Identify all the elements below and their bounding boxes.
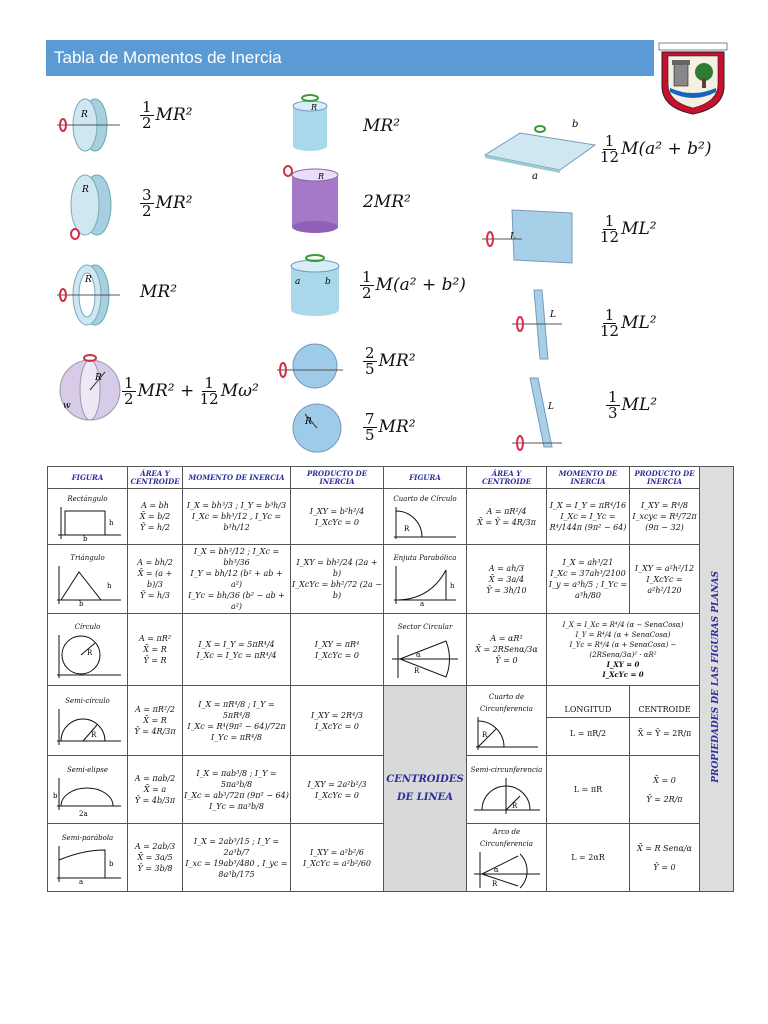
svg-text:a: a: [420, 600, 425, 606]
product-parabolic-spandrel: I_XY = a²h²/12 I_XcYc = a²h²/120: [630, 545, 700, 614]
area-semicircle: A = πR²/2 X̄ = R Ȳ = 4R/3π: [128, 686, 183, 756]
centroid-quarter-circumference: CENTROIDE X̄ = Ȳ = 2R/π: [630, 686, 700, 756]
figure-circular-sector: Sector Circular R α: [384, 614, 467, 686]
figure-semi-circumference: Semi-circunferencia R: [467, 756, 547, 824]
figure-quarter-circle: Cuarto de Círculo R: [384, 489, 467, 545]
svg-text:b: b: [82, 534, 87, 541]
header-figura: FIGURA: [48, 467, 128, 489]
product-semicircle: I_XY = 2R⁴/3 I_XcYc = 0: [291, 686, 384, 756]
inertia-parabolic-spandrel: I_X = ah³/21 I_Xc = 37ah³/2100 I_y = a³h/5 ; I_Yc = a³h/80: [547, 545, 630, 614]
side-title: PROPIEDADES DE LAS FIGURAS PLANAS: [700, 467, 734, 892]
header-inertia: MOMENTO DE INERCIA: [183, 467, 291, 489]
product-quarter-circle: I_XY = R⁴/8 I_xcyc = R⁴/72π (9π − 32): [630, 489, 700, 545]
svg-text:R: R: [85, 275, 92, 285]
formula-ring: MR²: [140, 282, 178, 302]
area-semi-ellipse: A = πab/2 X̄ = a Ȳ = 4b/3π: [128, 756, 183, 824]
area-circular-sector: A = αR² X̄ = 2RSenα/3α Ȳ = 0: [467, 614, 547, 686]
disk-thin-icon: [55, 95, 125, 155]
svg-text:R: R: [305, 417, 312, 427]
header-product-2: PRODUCTO DE INERCIA: [630, 467, 700, 489]
figure-circular-arc: Arco de Circunferencia R α: [467, 824, 547, 892]
svg-text:R: R: [90, 730, 96, 739]
formula-cylinder: MR²: [363, 116, 401, 136]
inertia-circular-sector: I_X = I_Xc = R⁴/4 (α − SenαCosα) I_Y = R⁴/4 (α + SenαCosα) I_Yc = R⁴/4 (α + SenαCosα) − (2RSenα/3α)² · αR² I_XY = 0 I_XcYc = 0: [547, 614, 700, 686]
svg-text:R: R: [491, 879, 497, 888]
svg-text:b: b: [78, 600, 83, 606]
svg-text:h: h: [108, 518, 114, 527]
svg-text:a: a: [295, 277, 301, 287]
svg-text:R: R: [81, 110, 88, 120]
svg-text:a: a: [78, 877, 83, 884]
svg-text:R: R: [95, 373, 102, 383]
inertia-rectangle: I_X = bh³/3 ; I_Y = b³h/3 I_Xc = bh³/12 , I_Yc = b³h/12: [183, 489, 291, 545]
area-semi-parabola: A = 2ab/3 X̄ = 3a/5 Ȳ = 3b/8: [128, 824, 183, 892]
product-triangle: I_XY = bh²/24 (2a + b) I_XcYc = bh²/72 (2a − b): [291, 545, 384, 614]
university-seal: [656, 40, 730, 116]
hollow-cylinder-icon: [280, 163, 350, 238]
svg-text:b: b: [108, 859, 113, 868]
svg-text:R: R: [82, 185, 89, 195]
svg-text:w: w: [63, 401, 71, 411]
figure-parabolic-spandrel: Enjuta Parabólica h a: [384, 545, 467, 614]
figure-semi-parabola: Semi-parábola b a: [48, 824, 128, 892]
product-semi-ellipse: I_XY = 2a²b²/3 I_XcYc = 0: [291, 756, 384, 824]
inertia-semicircle: I_X = πR⁴/8 ; I_Y = 5πR⁴/8 I_Xc = R⁴(9π² − 64)/72π I_Yc = πR⁴/8: [183, 686, 291, 756]
area-triangle: A = bh/2 X̄ = (a + b)/3 Ȳ = h/3: [128, 545, 183, 614]
figure-circle: Círculo R: [48, 614, 128, 686]
inertia-circle: I_X = I_Y = 5πR⁴/4 I_Xc = I_Yc = πR⁴/4: [183, 614, 291, 686]
product-circle: I_XY = πR⁴ I_XcYc = 0: [291, 614, 384, 686]
formula-sphere-shell: $\frac{1}{2}$ MR² + $\frac{1}{12}$ Mω²: [124, 374, 259, 408]
svg-text:h: h: [450, 582, 455, 590]
formula-thin-rod: $\frac{1}{12}$ ML²: [600, 306, 657, 340]
figure-rectangle: Rectángulo h b: [48, 489, 128, 545]
line-centroids-label: CENTROIDES DE LINEA: [384, 686, 467, 892]
product-rectangle: I_XY = b²h²/4 I_XcYc = 0: [291, 489, 384, 545]
formula-plate: $\frac{1}{12}$ M(a² + b²): [600, 132, 712, 166]
svg-text:R: R: [481, 730, 487, 739]
svg-text:R: R: [414, 666, 420, 675]
svg-text:R: R: [511, 801, 517, 810]
figure-semicircle: Semi-círculo R: [48, 686, 128, 756]
disk-thick-icon: [55, 170, 125, 240]
figure-semi-ellipse: Semi-elipse b 2a: [48, 756, 128, 824]
length-header: LONGITUD: [547, 703, 629, 718]
plane-figures-table: [47, 466, 734, 892]
header-area: ÁREA Y CENTROIDE: [128, 467, 183, 489]
area-parabolic-spandrel: A = ah/3 X̄ = 3a/4 Ȳ = 3h/10: [467, 545, 547, 614]
svg-text:L: L: [548, 402, 554, 412]
header-area-2: ÁREA Y CENTROIDE: [467, 467, 547, 489]
svg-text:b: b: [52, 791, 57, 800]
svg-text:α: α: [493, 865, 499, 874]
rod-center-axis-icon: [482, 205, 592, 267]
figure-triangle: Triángulo h b: [48, 545, 128, 614]
svg-text:α: α: [416, 650, 421, 659]
formula-annular-cylinder: $\frac{1}{2}$ M(a² + b²): [362, 268, 466, 302]
formula-shell-sphere: $\frac{7}{5}$ MR²: [365, 410, 416, 444]
page-title: Tabla de Momentos de Inercia: [46, 40, 654, 76]
svg-text:R: R: [311, 103, 318, 112]
svg-text:R: R: [86, 648, 92, 657]
product-semi-parabola: I_XY = a²b²/6 I_XcYc = a²b²/60: [291, 824, 384, 892]
centroid-circular-arc: X̄ = R Senα/α Ȳ = 0: [630, 824, 700, 892]
figure-quarter-circumference: Cuarto de Circunferencia R: [467, 686, 547, 756]
solid-sphere-icon: [275, 342, 345, 392]
length-quarter-circumference: LONGITUD L = πR/2: [547, 686, 630, 756]
centroid-semi-circumference: X̄ = 0 Ȳ = 2R/π: [630, 756, 700, 824]
rod-end-axis-icon: [512, 375, 572, 455]
ring-icon: [55, 260, 125, 330]
formula-rod-center: $\frac{1}{12}$ ML²: [600, 212, 657, 246]
thin-rod-center-icon: [512, 287, 572, 362]
sphere-shell-icon: [55, 350, 125, 425]
rectangular-plate-icon: [480, 115, 600, 180]
length-circular-arc: L = 2αR: [547, 824, 630, 892]
header-inertia-2: MOMENTO DE INERCIA: [547, 467, 630, 489]
svg-text:L: L: [550, 310, 556, 320]
formula-hollow-cylinder: 2MR²: [363, 192, 411, 212]
inertia-semi-ellipse: I_X = πab³/8 ; I_Y = 5πa³b/8 I_Xc = ab³/72π (9π² − 64) I_Yc = πa³b/8: [183, 756, 291, 824]
inertia-quarter-circle: I_X = I_Y = πR⁴/16 I_Xc = I_Yc = R⁴/144π (9π² − 64): [547, 489, 630, 545]
svg-text:b: b: [572, 119, 579, 130]
formula-disk: $\frac{1}{2}$ MR²: [142, 98, 193, 132]
svg-text:b: b: [325, 277, 331, 287]
svg-text:L: L: [510, 232, 516, 242]
svg-text:R: R: [318, 172, 325, 181]
area-quarter-circle: A = πR²/4 X̄ = Ȳ = 4R/3π: [467, 489, 547, 545]
inertia-semi-parabola: I_X = 2ab³/15 ; I_Y = 2a³b/7 I_xc = 19ab³/480 , I_yc = 8a³b/175: [183, 824, 291, 892]
formula-rod-end: $\frac{1}{3}$ ML²: [608, 388, 658, 422]
area-rectangle: A = bh X̄ = b/2 Ȳ = h/2: [128, 489, 183, 545]
header-figura-2: FIGURA: [384, 467, 467, 489]
area-circle: A = πR² X̄ = R Ȳ = R: [128, 614, 183, 686]
svg-text:R: R: [404, 524, 410, 533]
annular-cylinder-icon: [285, 250, 345, 325]
thin-shell-sphere-icon: [285, 402, 345, 454]
header-product: PRODUCTO DE INERCIA: [291, 467, 384, 489]
svg-text:a: a: [532, 171, 538, 180]
svg-text:2a: 2a: [78, 809, 88, 816]
formula-solid-sphere: $\frac{2}{5}$ MR²: [365, 344, 416, 378]
length-semi-circumference: L = πR: [547, 756, 630, 824]
centroid-header: CENTROIDE: [630, 703, 699, 718]
formula-disk-thick: $\frac{3}{2}$ MR²: [142, 186, 193, 220]
svg-text:h: h: [106, 582, 112, 590]
solid-cylinder-icon: [285, 92, 335, 154]
inertia-triangle: I_X = bh³/12 ; I_Xc = bh³/36 I_Y = bh/12 (b² + ab + a²) I_Yc = bh/36 (b² − ab + a²): [183, 545, 291, 614]
